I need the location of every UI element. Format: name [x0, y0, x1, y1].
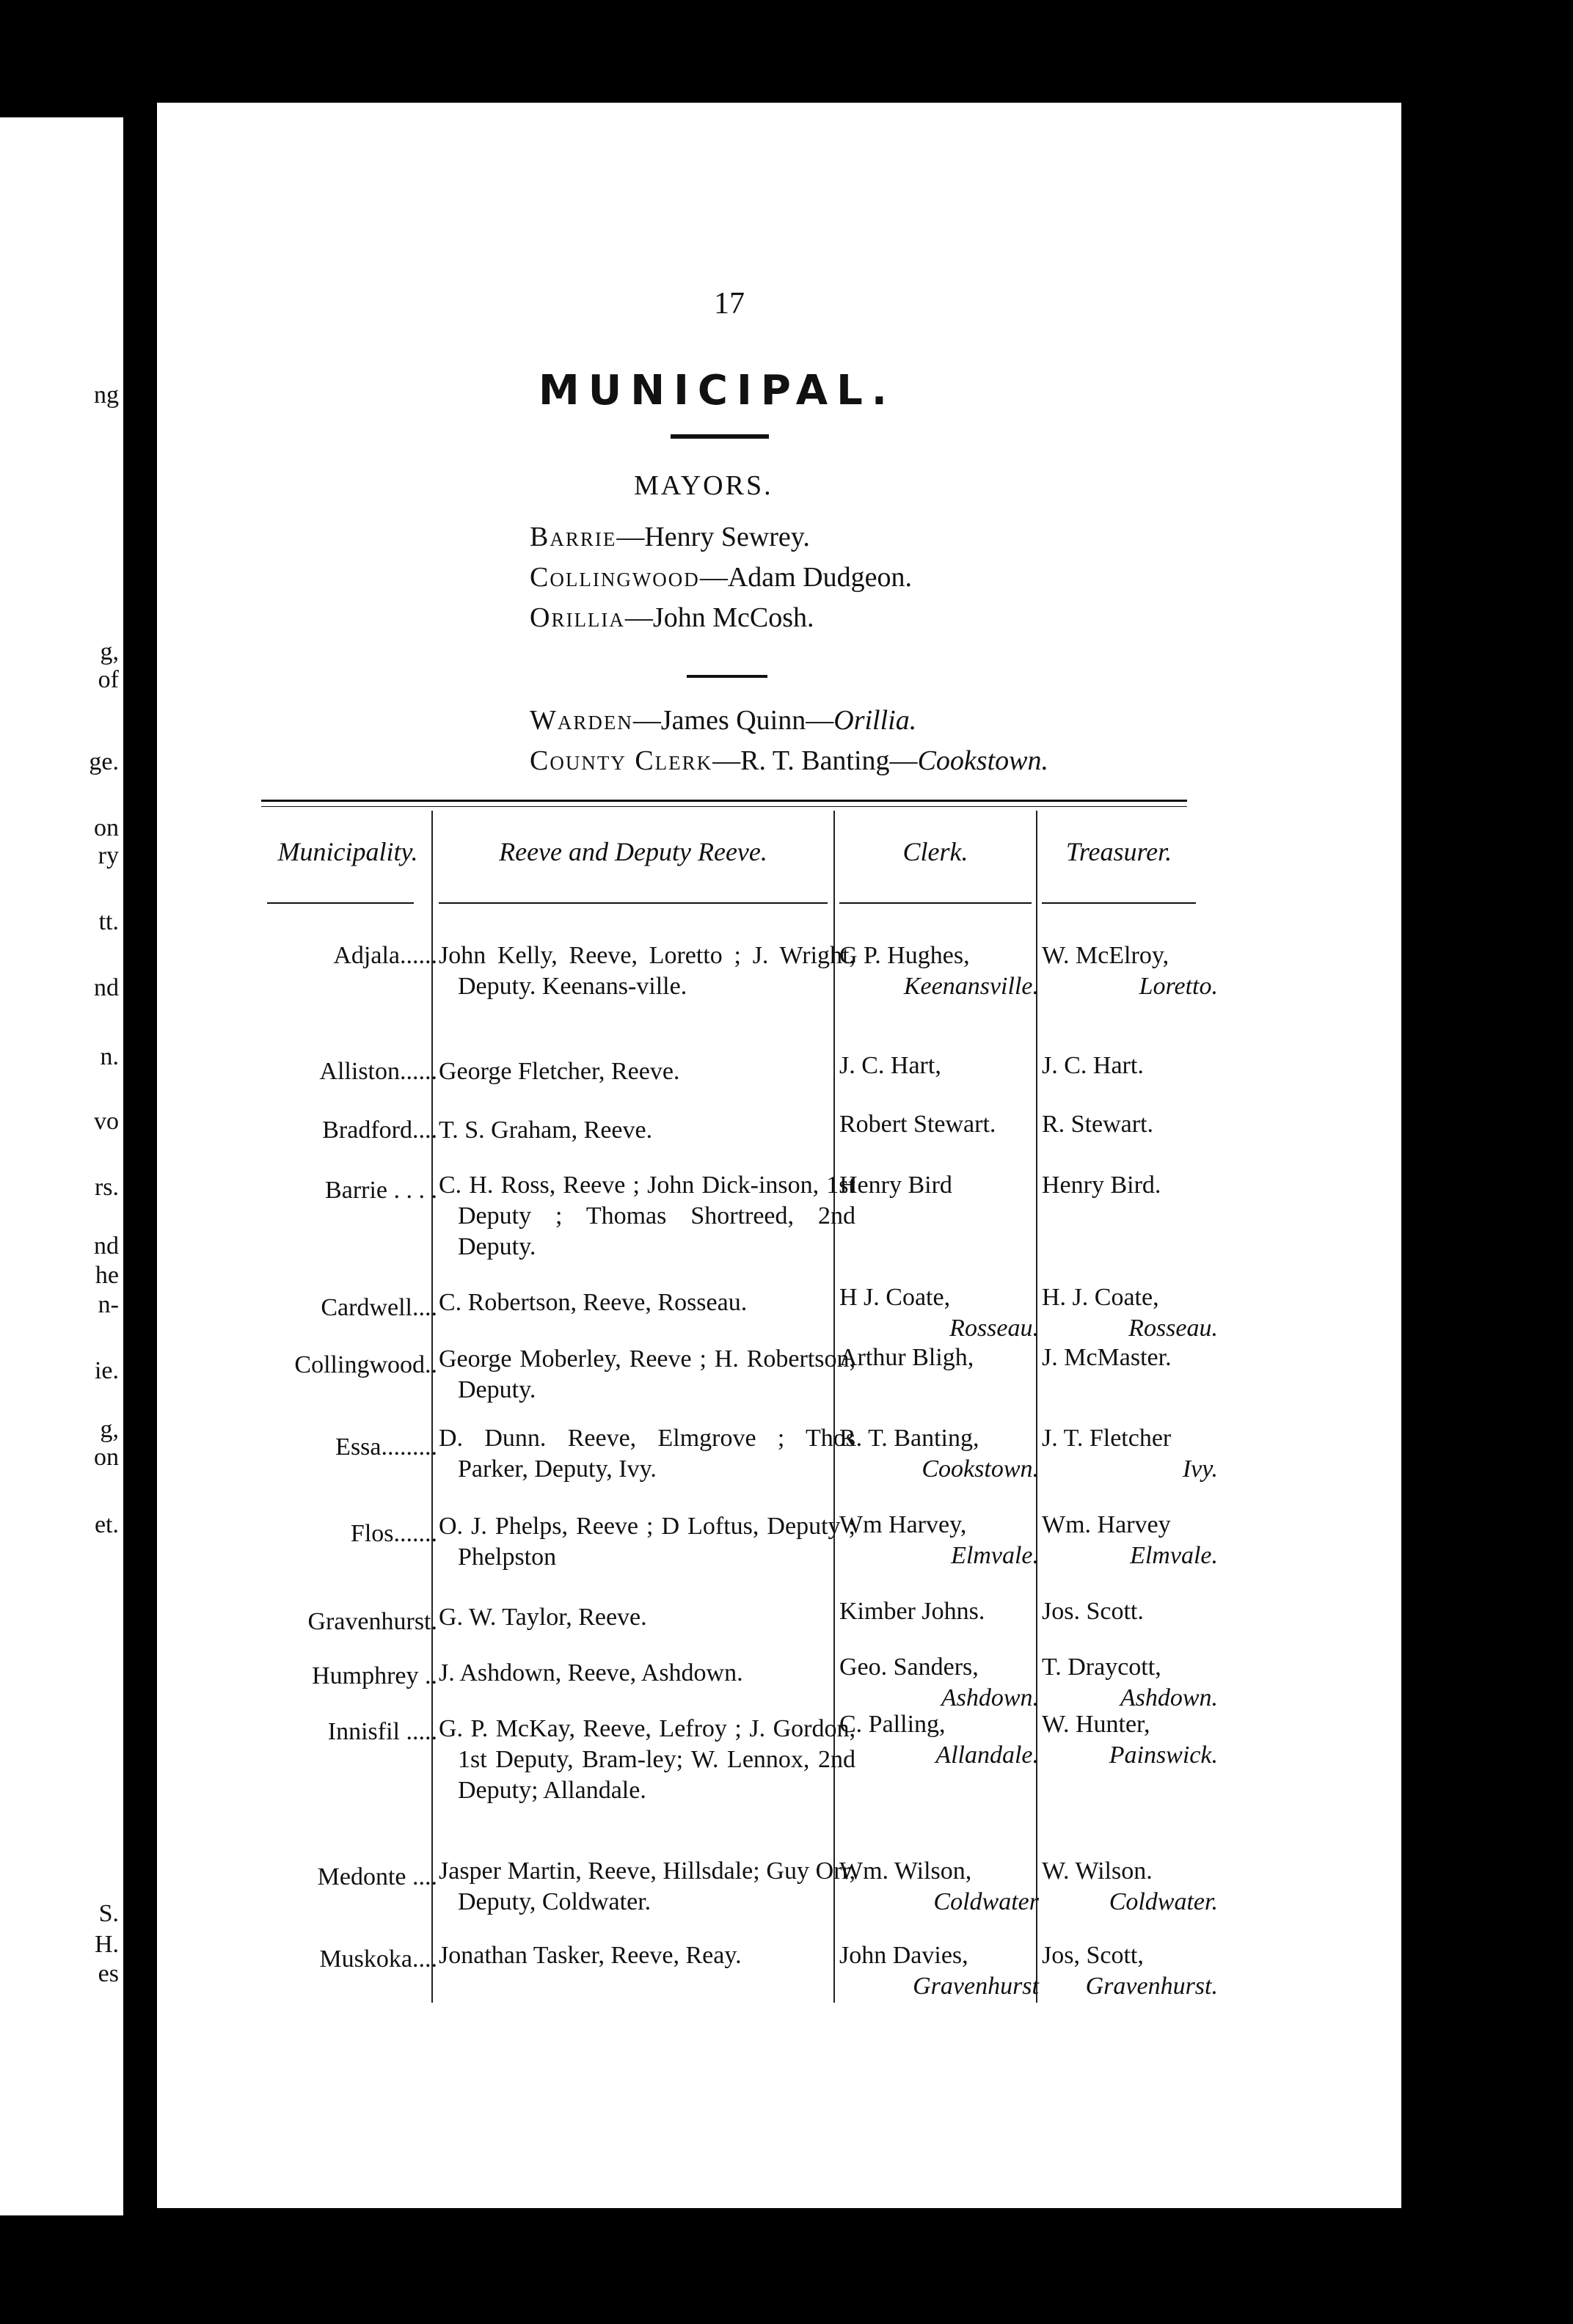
left-fragment-text: ie. [94, 1357, 119, 1384]
table-row-reeve: O. J. Phelps, Reeve ; D Loftus, Deputy ; Phelpston [439, 1513, 855, 1571]
clerk-name: J. C. Hart, [839, 1052, 941, 1079]
treasurer-place: Loretto. [1139, 973, 1218, 1000]
mayor-place: Barrie [530, 522, 617, 552]
header-rule [267, 902, 414, 904]
left-fragment-text: g, [100, 1416, 119, 1443]
table-row-reeve: John Kelly, Reeve, Loretto ; J. Wright, Deputy. Keenans-ville. [439, 942, 855, 1000]
left-fragment-text: g, [100, 638, 119, 665]
treasurer-place: Ivy. [1182, 1455, 1218, 1483]
table-row-clerk [839, 1423, 1039, 1485]
treasurer-place: Coldwater. [1109, 1888, 1218, 1915]
mayor-entry [530, 561, 912, 593]
title-rule [671, 434, 769, 439]
header-rule [839, 902, 1032, 904]
treasurer-name: R. Stewart. [1042, 1111, 1154, 1138]
table-row-municipality: Alliston...... [319, 1058, 437, 1085]
clerk-place: Rosseau. [949, 1315, 1039, 1342]
header-reeve: Reeve and Deputy Reeve. [499, 837, 767, 866]
table-row-reeve: G. W. Taylor, Reeve. [439, 1604, 647, 1631]
clerk-name: Robert Stewart. [839, 1111, 996, 1138]
header-municipality: Municipality. [277, 837, 418, 866]
table-row-municipality: Muskoka.... [319, 1945, 437, 1973]
left-fragment-text: tt. [98, 908, 119, 935]
header-rule [1042, 902, 1196, 904]
page-gutter [138, 125, 154, 2223]
treasurer-place: Ashdown. [1120, 1684, 1218, 1711]
left-fragment-text: ng [94, 381, 119, 409]
table-row-clerk [839, 1510, 1039, 1571]
left-page-fragment [0, 117, 123, 2215]
left-fragment-text: et. [94, 1511, 119, 1538]
table-row-reeve: D. Dunn. Reeve, Elmgrove ; Thos Parker, Deputy, Ivy. [439, 1425, 855, 1483]
officer-title: Warden [530, 705, 633, 736]
table-row-reeve: J. Ashdown, Reeve, Ashdown. [439, 1659, 743, 1687]
table-row-clerk [839, 1940, 1039, 2002]
left-fragment-text: he [95, 1262, 119, 1289]
left-fragment-text: ry [98, 842, 119, 869]
treasurer-name: W. Wilson. [1042, 1857, 1153, 1885]
page-number: 17 [714, 287, 745, 321]
table-row-treasurer [1042, 1596, 1218, 1627]
table-row-treasurer [1042, 1709, 1218, 1771]
clerk-place: Keenansville. [903, 973, 1039, 1000]
officer-title: County Clerk [530, 745, 713, 776]
left-fragment-text: n. [100, 1043, 119, 1070]
document-page [157, 103, 1401, 2208]
table-row-municipality: Essa......... [335, 1433, 437, 1461]
table-row-reeve: George Fletcher, Reeve. [439, 1058, 680, 1085]
table-row-reeve: C. H. Ross, Reeve ; John Dick-inson, 1st Deputy ; Thomas Shortreed, 2nd Deputy. [439, 1172, 855, 1260]
table-row-clerk [839, 1282, 1039, 1344]
table-row-clerk [839, 1709, 1039, 1771]
warden-line [530, 704, 916, 737]
clerk-place: Ashdown. [941, 1684, 1039, 1711]
left-fragment-text: n- [98, 1291, 119, 1318]
clerk-place: Elmvale. [951, 1542, 1039, 1569]
table-row-municipality: Flos....... [350, 1520, 437, 1547]
left-fragment-text: rs. [94, 1174, 119, 1201]
table-row-clerk [839, 1050, 1039, 1081]
clerk-name: Arthur Bligh, [839, 1344, 974, 1371]
clerk-name: Wm Harvey, [839, 1511, 967, 1538]
table-row-treasurer [1042, 1109, 1218, 1140]
treasurer-place: Rosseau. [1128, 1315, 1218, 1342]
table-row-treasurer [1042, 1652, 1218, 1714]
table-row-treasurer [1042, 1510, 1218, 1571]
table-row-municipality: Collingwood.. [294, 1351, 437, 1378]
table-row-reeve: George Moberley, Reeve ; H. Robertson, Deputy. [439, 1345, 855, 1403]
column-divider [431, 811, 433, 2003]
treasurer-place: Painswick. [1109, 1742, 1218, 1769]
mayors-heading: MAYORS. [634, 470, 773, 501]
table-row-treasurer [1042, 1423, 1218, 1485]
header-treasurer: Treasurer. [1065, 837, 1172, 866]
treasurer-name: Henry Bird. [1042, 1172, 1161, 1199]
table-row-treasurer [1042, 940, 1218, 1002]
left-fragment-text: nd [94, 974, 119, 1001]
mayor-entry [530, 602, 814, 634]
table-row-clerk [839, 1109, 1039, 1140]
table-row-reeve: G. P. McKay, Reeve, Lefroy ; J. Gordon, 1st Deputy, Bram-ley; W. Lennox, 2nd Deputy; Allandale. [439, 1715, 855, 1804]
table-row-treasurer [1042, 1050, 1218, 1081]
clerk-name: Geo. Sanders, [839, 1654, 979, 1681]
clerk-place: Allandale. [935, 1742, 1039, 1769]
page-title: MUNICIPAL. [539, 367, 897, 414]
clerk-name: G P. Hughes, [839, 942, 970, 969]
officer-place: Cookstown. [917, 745, 1048, 776]
left-fragment-text: of [98, 666, 119, 693]
mayor-place: Orillia [530, 602, 625, 633]
table-row-clerk [839, 1342, 1039, 1373]
table-row-treasurer [1042, 1342, 1218, 1373]
table-row-clerk [839, 1596, 1039, 1627]
table-row-municipality: Bradford.... [322, 1117, 437, 1144]
table-row-clerk [839, 940, 1039, 1002]
left-fragment-text: nd [94, 1232, 119, 1260]
table-row-treasurer [1042, 1282, 1218, 1344]
table-row-municipality: Medonte .... [317, 1863, 437, 1890]
left-fragment-text: on [94, 814, 119, 841]
table-row-municipality: Barrie . . . . [325, 1177, 437, 1204]
clerk-place: Cookstown. [921, 1455, 1039, 1483]
treasurer-name: J. C. Hart. [1042, 1052, 1144, 1079]
officer-name: —James Quinn— [632, 705, 834, 736]
table-row-municipality: Humphrey .. [312, 1662, 437, 1689]
mayor-name: —Henry Sewrey. [616, 522, 810, 552]
left-fragment-text: es [98, 1960, 119, 1987]
clerk-name: Wm. Wilson, [839, 1857, 972, 1885]
table-row-clerk [839, 1652, 1039, 1714]
treasurer-name: Wm. Harvey [1042, 1511, 1171, 1538]
table-row-clerk [839, 1856, 1039, 1918]
table-row-municipality: Gravenhurst. [307, 1608, 437, 1635]
table-row-reeve: C. Robertson, Reeve, Rosseau. [439, 1289, 748, 1316]
table-row-treasurer [1042, 1170, 1218, 1201]
treasurer-name: Jos, Scott, [1042, 1942, 1144, 1969]
treasurer-place: Gravenhurst. [1085, 1973, 1218, 2000]
treasurer-name: Jos. Scott. [1042, 1598, 1144, 1625]
clerk-name: Henry Bird [839, 1172, 952, 1199]
mayor-place: Collingwood [530, 562, 700, 593]
treasurer-name: J. McMaster. [1042, 1344, 1172, 1371]
table-row-municipality: Adjala...... [333, 942, 437, 969]
table-row-reeve: Jonathan Tasker, Reeve, Reay. [439, 1942, 742, 1969]
left-fragment-text: vo [94, 1108, 119, 1135]
table-row-reeve: T. S. Graham, Reeve. [439, 1117, 653, 1144]
section-rule [687, 675, 767, 678]
clerk-name: John Davies, [839, 1942, 968, 1969]
clerk-name: Kimber Johns. [839, 1598, 985, 1625]
mayor-name: —Adam Dudgeon. [699, 562, 912, 593]
header-clerk: Clerk. [902, 837, 968, 866]
treasurer-name: T. Draycott, [1042, 1654, 1161, 1681]
treasurer-name: H. J. Coate, [1042, 1284, 1159, 1311]
clerk-place: Coldwater [933, 1888, 1039, 1915]
header-rule [439, 902, 828, 904]
table-top-rule [261, 800, 1187, 807]
treasurer-name: J. T. Fletcher [1042, 1425, 1172, 1452]
table-row-municipality: Innisfil ..... [327, 1718, 437, 1745]
table-row-municipality: Cardwell.... [321, 1294, 437, 1321]
clerk-name: R. T. Banting, [839, 1425, 979, 1452]
treasurer-name: W. Hunter, [1042, 1711, 1150, 1738]
treasurer-place: Elmvale. [1130, 1542, 1218, 1569]
clerk-place: Gravenhurst [913, 1973, 1039, 2000]
officer-name: —R. T. Banting— [712, 745, 918, 776]
left-fragment-text: S. [98, 1900, 119, 1927]
clerk-name: H J. Coate, [839, 1284, 951, 1311]
officer-place: Orillia. [833, 705, 917, 736]
table-row-clerk [839, 1170, 1039, 1201]
table-row-reeve: Jasper Martin, Reeve, Hillsdale; Guy Orr, Deputy, Coldwater. [439, 1857, 855, 1915]
mayor-entry [530, 521, 810, 553]
clerk-name: C. Palling, [839, 1711, 946, 1738]
county-clerk-line [530, 745, 1048, 777]
treasurer-name: W. McElroy, [1042, 942, 1169, 969]
left-fragment-text: H. [94, 1931, 119, 1958]
table-row-treasurer [1042, 1940, 1218, 2002]
left-fragment-text: ge. [89, 748, 119, 775]
left-fragment-text: on [94, 1444, 119, 1471]
mayor-name: —John McCosh. [624, 602, 814, 633]
table-row-treasurer [1042, 1856, 1218, 1918]
